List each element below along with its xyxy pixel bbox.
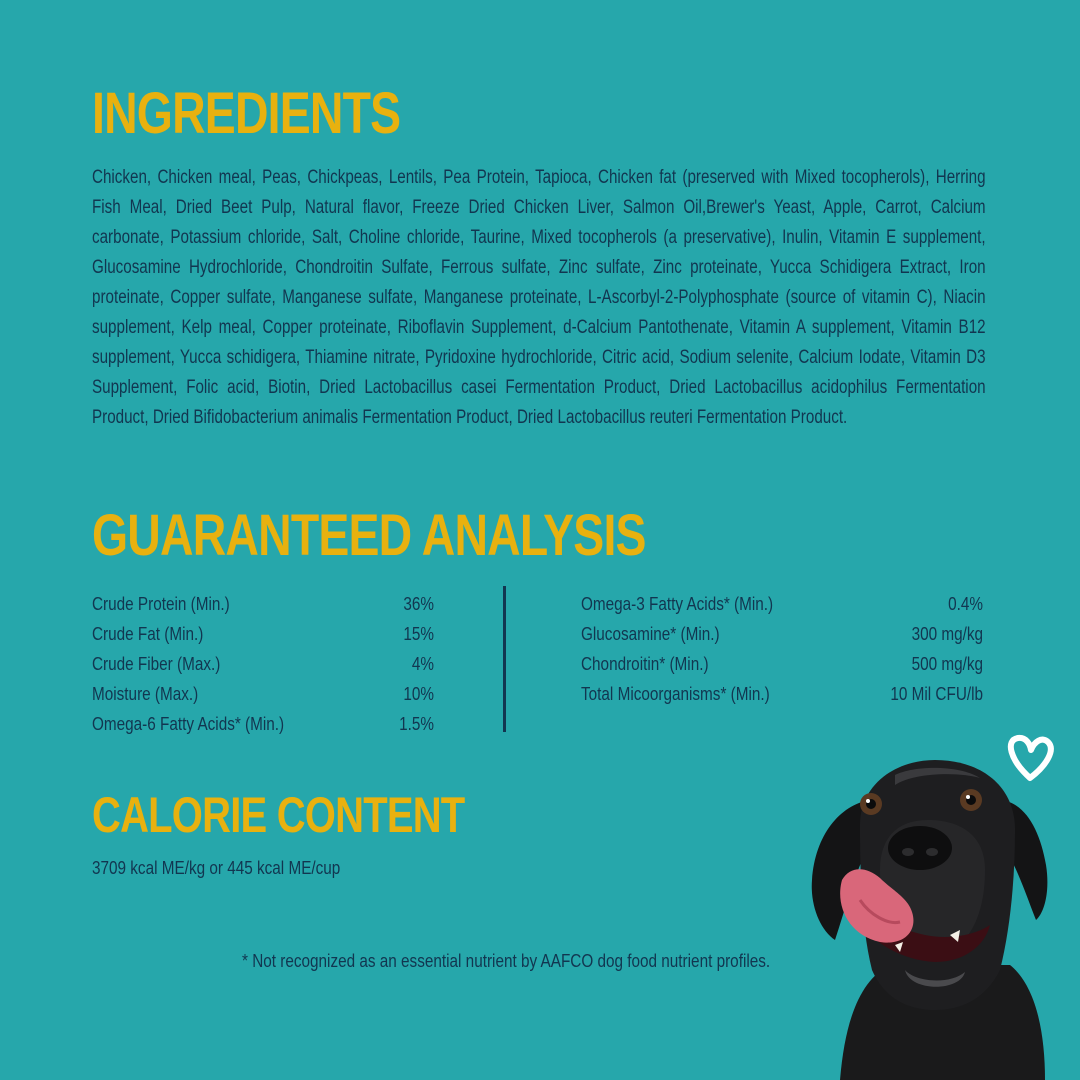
analysis-row [92, 649, 434, 679]
analysis-label: Glucosamine* (Min.) [581, 624, 720, 644]
analysis-label: Omega-3 Fatty Acids* (Min.) [581, 594, 774, 614]
analysis-row [92, 679, 434, 709]
analysis-label: Total Micoorganisms* (Min.) [581, 684, 770, 704]
analysis-left-column [92, 589, 434, 739]
analysis-row [92, 619, 434, 649]
analysis-value: 15% [403, 624, 434, 644]
column-divider [503, 586, 506, 732]
analysis-value: 4% [411, 654, 434, 674]
analysis-row [92, 589, 434, 619]
analysis-row [581, 589, 983, 619]
analysis-value: 10 Mil CFU/lb [890, 684, 983, 704]
analysis-label: Crude Fat (Min.) [92, 624, 204, 644]
analysis-row [581, 649, 983, 679]
analysis-label: Moisture (Max.) [92, 684, 199, 704]
guaranteed-analysis-title: GUARANTEED ANALYSIS [92, 503, 646, 568]
analysis-value: 500 mg/kg [911, 654, 983, 674]
analysis-label: Crude Protein (Min.) [92, 594, 230, 614]
analysis-label: Crude Fiber (Max.) [92, 654, 221, 674]
calorie-content-title: CALORIE CONTENT [92, 787, 465, 843]
calorie-value: 3709 kcal ME/kg or 445 kcal ME/cup [92, 858, 341, 878]
analysis-label: Omega-6 Fatty Acids* (Min.) [92, 714, 285, 734]
analysis-value: 1.5% [399, 714, 434, 734]
analysis-right-column [581, 589, 983, 709]
dog-photo [800, 730, 1080, 1080]
analysis-row [581, 619, 983, 649]
analysis-row [92, 709, 434, 739]
heart-icon [1011, 738, 1051, 778]
analysis-value: 10% [403, 684, 434, 704]
footnote: * Not recognized as an essential nutrient by AAFCO dog food nutrient profiles. [242, 951, 771, 971]
ingredients-title: INGREDIENTS [92, 81, 401, 146]
ingredients-list: Chicken, Chicken meal, Peas, Chickpeas, Lentils, Pea Protein, Tapioca, Chicken fat (preserved with Mixed tocopherols), Herring Fish Meal, Dried Beet Pulp, Natural flavor, Freeze Dried Chicken Liver, Salmon Oil,Brewer's Yeast, Apple, Carrot, Calcium carbonate, Potassium chloride, Salt, Choline chloride, Taurine, Mixed tocopherols (a preservative), Inulin, Vitamin E supplement, Glucosamine Hydrochloride, Chondroitin Sulfate, Ferrous sulfate, Zinc sulfate, Zinc proteinate, Yucca Schidigera Extract, Iron proteinate, Copper sulfate, Manganese sulfate, Manganese proteinate, L-Ascorbyl-2-Polyphosphate (source of vitamin C), Niacin supplement, Kelp meal, Copper proteinate, Riboflavin Supplement, d-Calcium Pantothenate, Vitamin A supplement, Vitamin B12 supplement, Yucca schidigera, Thiamine nitrate, Pyridoxine hydrochloride, Citric acid, Sodium selenite, Calcium Iodate, Vitamin D3 Supplement, Folic acid, Biotin, Dried Lactobacillus casei Fermentation Product, Dried Lactobacillus acidophilus Fermentation Product, Dried Bifidobacterium animalis Fermentation Product, Dried Lactobacillus reuteri Fermentation Product. [92, 167, 986, 428]
analysis-value: 0.4% [948, 594, 983, 614]
analysis-value: 36% [403, 594, 434, 614]
analysis-value: 300 mg/kg [911, 624, 983, 644]
analysis-row [581, 679, 983, 709]
analysis-label: Chondroitin* (Min.) [581, 654, 709, 674]
